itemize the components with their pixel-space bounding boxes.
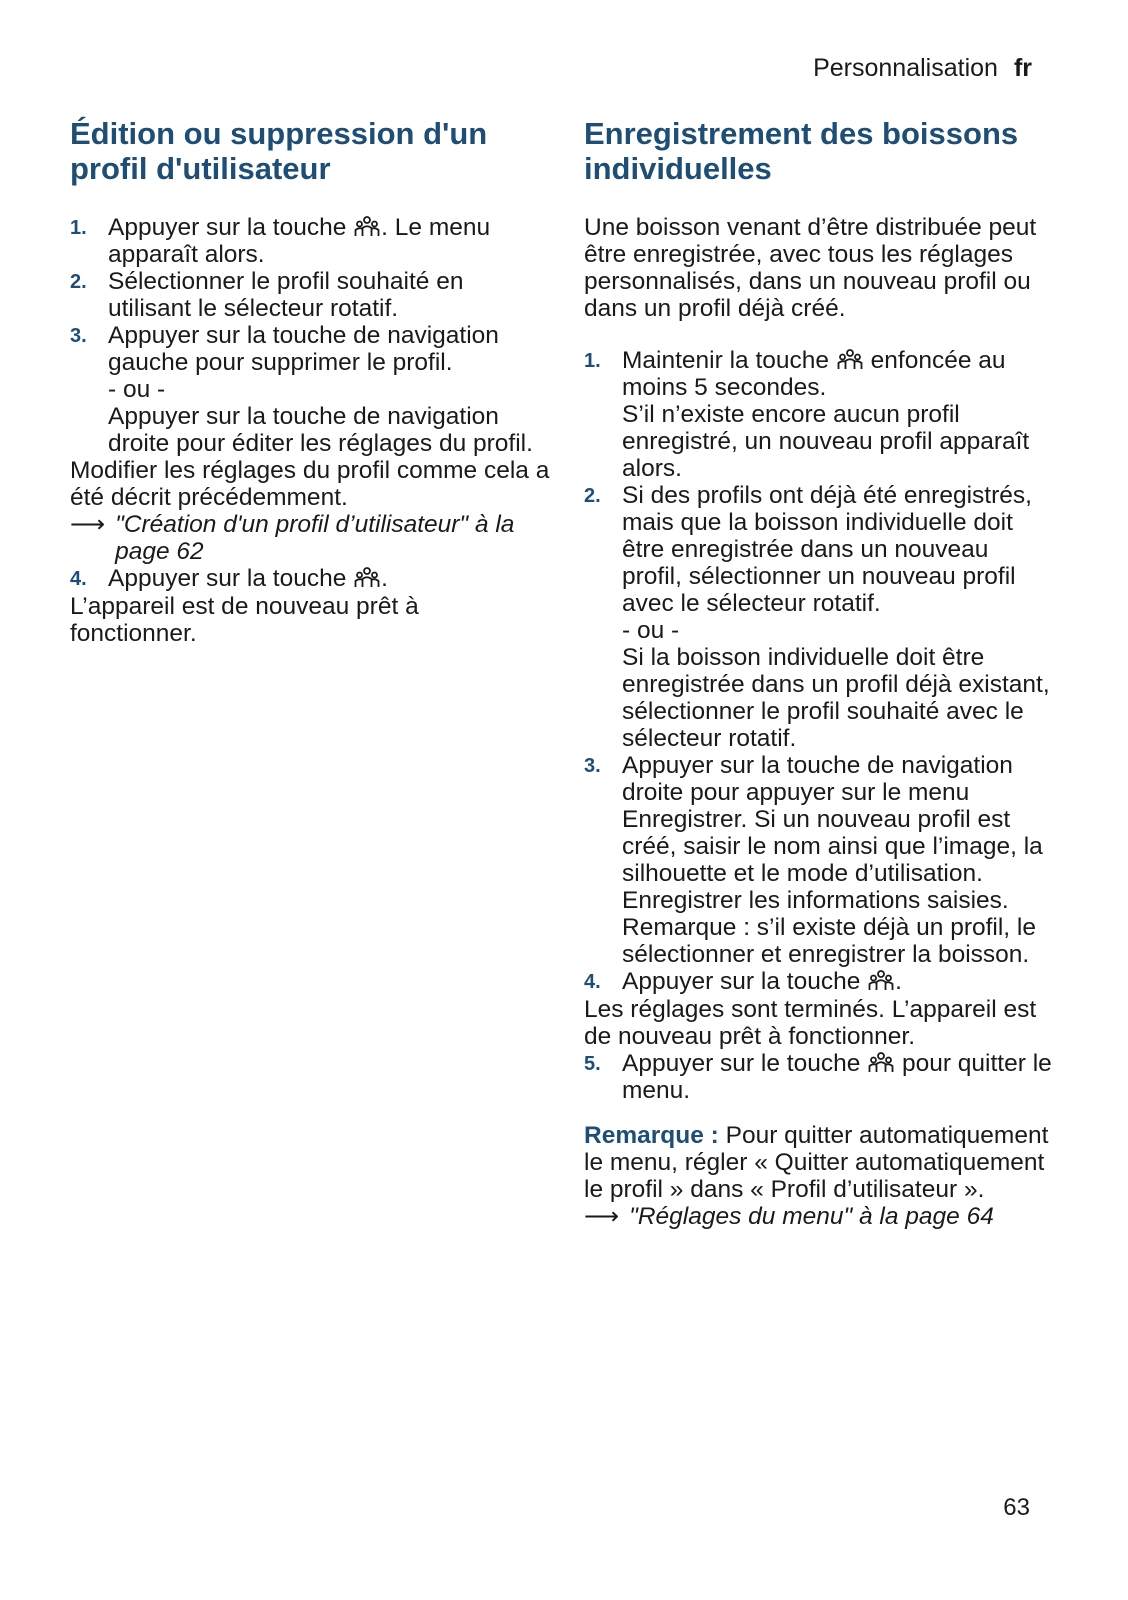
step-text: Appuyer sur la touche [108,214,354,241]
note-label: Remarque : [584,1122,719,1149]
step-text: Si des profils ont déjà été enregistrés, mais que la boisson individuelle doit être enregistrée dans un nouveau profil, sélectionner un nouveau profil avec le sélecteur rotatif. [622,482,1032,617]
profile-users-icon [868,1052,894,1074]
step-text: Appuyer sur la touche de navigation gauche pour supprimer le profil. [108,322,499,376]
or-separator: - ou - [622,617,680,644]
step-text: Appuyer sur le touche [622,1050,868,1077]
step-alt-text: Appuyer sur la touche de navigation droite pour éditer les réglages du profil. [108,403,533,457]
step-number: 5. [584,1053,601,1075]
step-number: 1. [584,350,601,372]
right-column [584,112,1054,1230]
language-code: fr [1013,54,1032,82]
step-number: 1. [70,217,87,239]
left-step-1 [70,214,550,268]
right-after-step-4: Les réglages sont terminés. L’appareil est de nouveau prêt à fonctionner. [584,996,1037,1050]
right-step-4 [584,968,1054,996]
step-text-cont: enfoncée au moins 5 secondes. [622,347,1006,401]
right-step-5 [584,1050,1054,1104]
step-number: 3. [584,755,601,777]
right-step-3 [584,752,1054,968]
step-number: 4. [70,568,87,590]
step-number: 3. [70,325,87,347]
step-text: Sélectionner le profil souhaité en utilisant le sélecteur rotatif. [108,268,464,322]
profile-users-icon [354,567,380,589]
arrow-right-icon: ⟶ [584,1203,620,1230]
note-paragraph [584,1122,1054,1203]
right-page-reference[interactable] [584,1203,1054,1230]
reference-link[interactable]: "Réglages du menu" à la page 64 [629,1203,994,1230]
right-step-1 [584,347,1054,482]
profile-users-icon [837,349,863,371]
step-alt-text: Si la boisson individuelle doit être enregistrée dans un profil déjà existant, sélectionner le profil souhaité avec le sélecteur rotatif. [622,644,1050,752]
page-header [813,54,1032,83]
left-after-step-3: Modifier les réglages du profil comme cela a été décrit précédemment. [70,457,550,511]
profile-users-icon [354,216,380,238]
left-step-2 [70,268,550,322]
step-text-cont: . [895,968,902,995]
step-text: Appuyer sur la touche de navigation droite pour appuyer sur le menu Enregistrer. Si un nouveau profil est créé, saisir le nom ainsi que l’image, la silhouette et le mode d’utilisation. Enregistrer les informations saisies. Remarque : s’il existe déjà un profil, le sélectionner et enregistrer la boisson. [622,752,1043,968]
step-number: 4. [584,971,601,993]
note-text: Pour quitter automatiquement le menu, régler « Quitter automatiquement le profil » dans « Profil d’utilisateur ». [584,1122,1049,1203]
step-text: Appuyer sur la touche [622,968,868,995]
left-step-3 [70,322,550,457]
step-text-cont: . Le menu apparaît alors. [108,214,491,268]
right-step-2 [584,482,1054,752]
page-number: 63 [1003,1494,1030,1521]
step-number: 2. [70,271,87,293]
step-text: Appuyer sur la touche [108,565,354,592]
arrow-right-icon: ⟶ [70,511,106,538]
or-separator: - ou - [108,376,166,403]
left-step-4 [70,565,550,593]
step-text-cont: . [381,565,388,592]
right-intro: Une boisson venant d’être distribuée peut être enregistrée, avec tous les réglages personnalisés, dans un nouveau profil ou dans un profil déjà créé. [584,214,1037,322]
step-text-cont: pour quitter le menu. [622,1050,1052,1104]
reference-link[interactable]: "Création d'un profil d’utilisateur" à la page 62 [115,511,515,565]
left-after-step-4: L’appareil est de nouveau prêt à fonctionner. [70,593,419,647]
step-text: Maintenir la touche [622,347,836,374]
left-column [70,112,550,647]
left-page-reference[interactable] [70,511,550,565]
section-title: Personnalisation [813,54,998,82]
left-section-heading: Édition ou suppression d'un profil d'utilisateur [70,116,488,186]
step-extra-text: S’il n’existe encore aucun profil enregistré, un nouveau profil apparaît alors. [622,401,1030,482]
step-number: 2. [584,485,601,507]
profile-users-icon [868,970,894,992]
right-section-heading: Enregistrement des boissons individuelles [584,116,1019,186]
